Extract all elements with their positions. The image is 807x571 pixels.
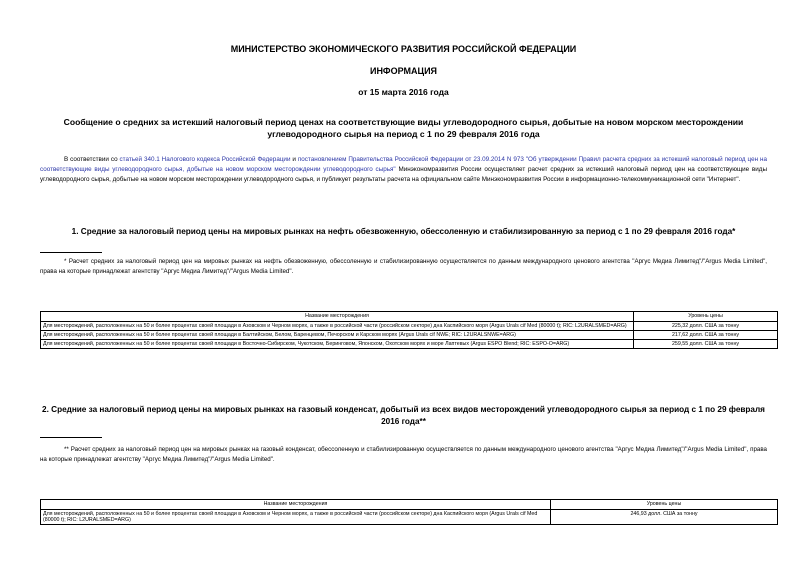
section-1-title: 1. Средние за налоговый период цены на мировых рынках на нефть обезвоженную, обессоленную и стабилизированную за период с 1 по 29 февраля 2016 года* — [71, 227, 736, 236]
table-header-row — [41, 312, 778, 322]
table-row — [41, 331, 778, 340]
document-subject: Сообщение о средних за истекший налоговый период ценах на соответствующие виды углеводородного сырья, добытые на новом морском месторождении углеводородного сырья на период с 1 по 29 февраля 2016 года — [63, 117, 744, 139]
intro-mid: и — [290, 156, 298, 163]
price-cell: 225,32 долл. США за тонну — [634, 322, 778, 331]
section-2-footnote: ** Расчет средних за налоговый период цен на мировых рынках на газовый конденсат, обессоленную и стабилизированную осуществляется по данным международного ценового агентства "Аргус Медиа Лимитед"/"Argus Media Limited", права на которые принадлежат агентству "Аргус Медиа Лимитед"/"Argus Media Limited". — [40, 446, 767, 463]
intro-lead: В соответствии со — [64, 156, 120, 163]
column-header-deposit: Название месторождения — [41, 312, 634, 322]
price-cell: 246,93 долл. США за тонну — [551, 510, 778, 525]
tax-code-link[interactable]: статьей 340.1 Налогового кодекса Российской Федерации — [119, 156, 291, 163]
document-date: от 15 марта 2016 года — [358, 87, 449, 97]
footnote-divider-2 — [40, 437, 102, 438]
column-header-price: Уровень цены — [551, 500, 778, 510]
table-row — [41, 340, 778, 349]
column-header-price: Уровень цены — [634, 312, 778, 322]
table-row — [41, 322, 778, 331]
condensate-price-table — [40, 499, 778, 525]
ministry-title: МИНИСТЕРСТВО ЭКОНОМИЧЕСКОГО РАЗВИТИЯ РОССИЙСКОЙ ФЕДЕРАЦИИ — [230, 44, 577, 54]
table-header-row — [41, 500, 778, 510]
section-2-title: 2. Средние за налоговый период цены на мировых рынках на газовый конденсат, добытый из всех видов месторождений углеводородного сырья за период с 1 по 29 февраля 2016 года** — [42, 405, 765, 426]
footnote-divider-1 — [40, 252, 102, 253]
deposit-name-cell: Для месторождений, расположенных на 50 и более процентах своей площади в Балтийском, Белом, Баренцевом, Печорском и Карском морях (Argus Urals cif NWE; RIC: L2URALSNWE=ARG) — [41, 331, 634, 340]
intro-paragraph — [40, 155, 767, 186]
deposit-name-cell: Для месторождений, расположенных на 50 и более процентах своей площади в Восточно-Сибирском, Чукотском, Беринговом, Японском, Охотском морях и море Лаптевых (Argus ESPO Blend; RIC: ESPO-O=ARG) — [41, 340, 634, 349]
intro-tail: Минэкономразвития России осуществляет расчет средних за истекший налоговый период цен на соответствующие виды углеводородного сырья, добытые на новом морском месторождении углеводородного сырья, и публикует результаты расчета на официальном сайте Минэкономразвития России в информационно-телекоммуникационной сети "Интернет". — [40, 166, 767, 184]
price-cell: 259,55 долл. США за тонну — [634, 340, 778, 349]
oil-price-table — [40, 311, 778, 349]
column-header-deposit: Название месторождения — [41, 500, 551, 510]
section-1-footnote: * Расчет средних за налоговый период цен на мировых рынках на нефть обезвоженную, обессоленную и стабилизированную осуществляется по данным международного ценового агентства "Аргус Медиа Лимитед"/"Argus Media Limited", права на которые принадлежат агентству "Аргус Медиа Лимитед"/"Argus Media Limited". — [40, 258, 767, 275]
deposit-name-cell: Для месторождений, расположенных на 50 и более процентах своей площади в Азовском и Черном морях, а также в российской части (российском секторе) дна Каспийского моря (Argus Urals cif Med (80000 t); RIC: L2URALSMED=ARG) — [41, 510, 551, 525]
document-type: ИНФОРМАЦИЯ — [369, 66, 438, 76]
price-cell: 217,62 долл. США за тонну — [634, 331, 778, 340]
deposit-name-cell: Для месторождений, расположенных на 50 и более процентах своей площади в Азовском и Черном морях, а также в российской части (российском секторе) дна Каспийского моря (Argus Urals cif Med (80000 t); RIC: L2URALSMED=ARG) — [41, 322, 634, 331]
government-decree-link[interactable]: постановлением Правительства Российской Федерации от 23.09.2014 N 973 "Об утверждении Правил расчета средних за истекший налоговый период цен на соответствующие виды углеводородного сырья, добытые на новом морском месторождении углеводородного сырья" — [40, 156, 767, 174]
table-row — [41, 510, 778, 525]
